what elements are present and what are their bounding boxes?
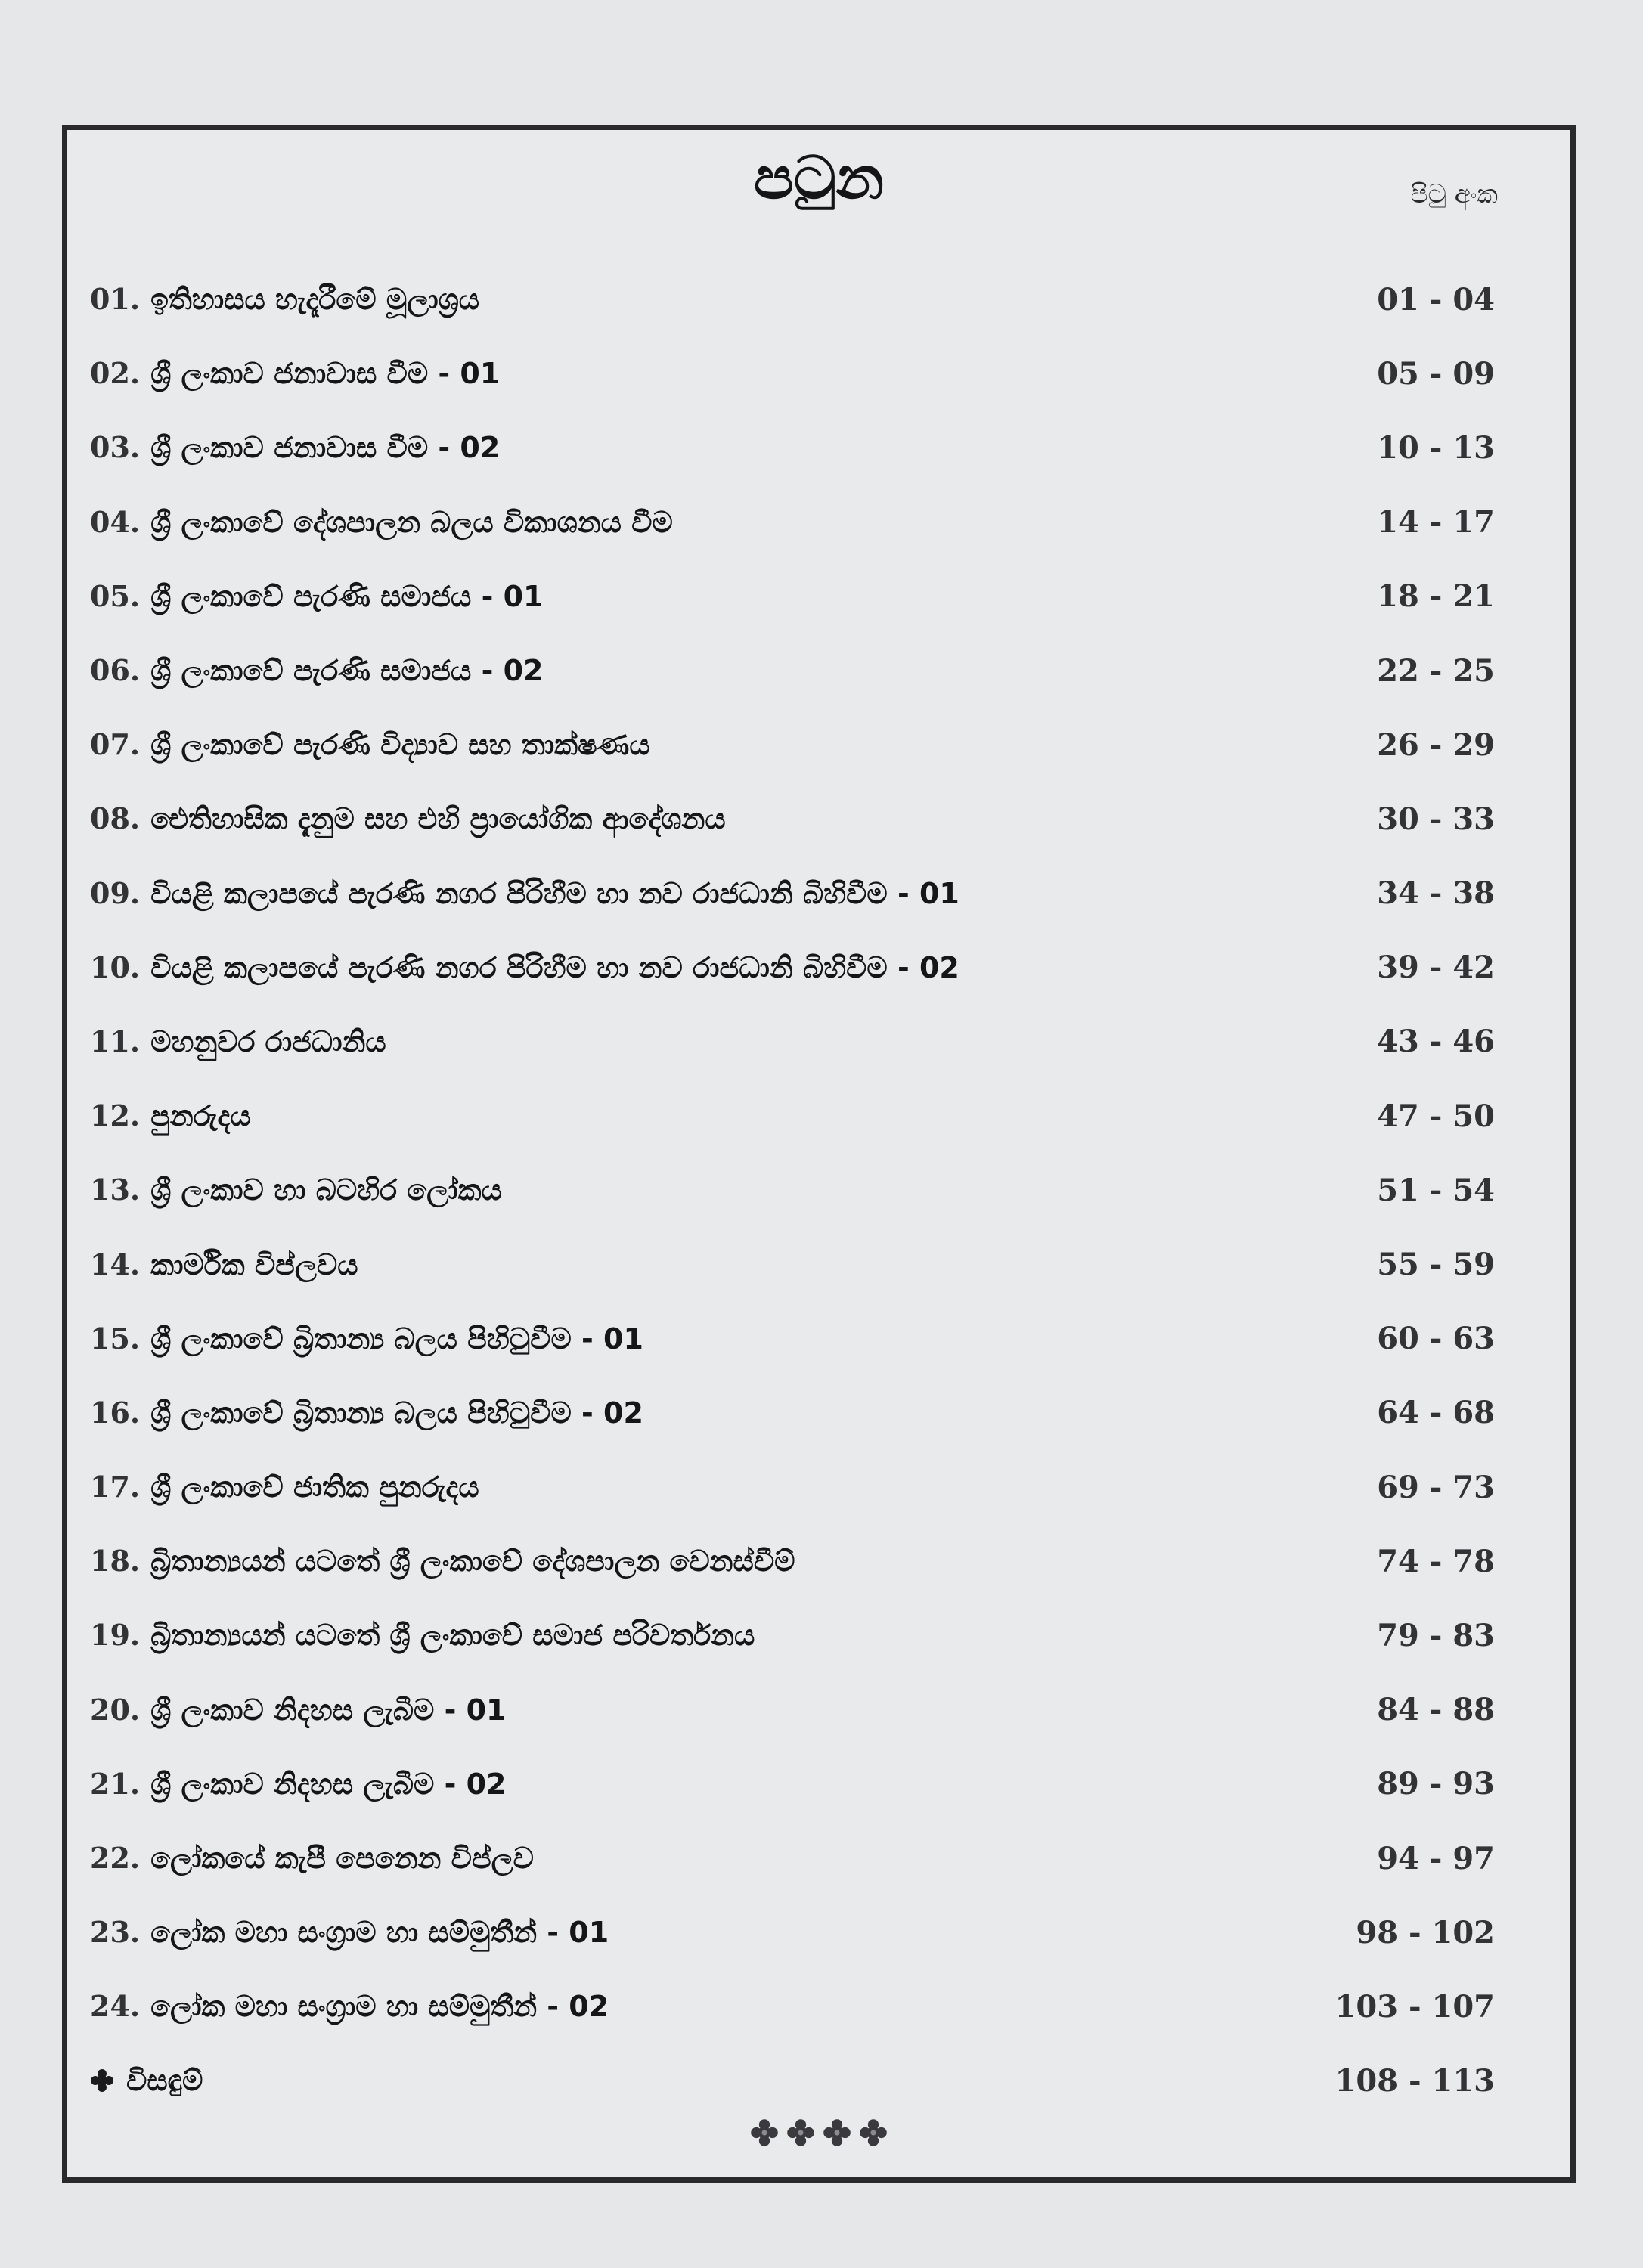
- toc-entry-pages: 69 - 73: [1377, 1469, 1495, 1505]
- toc-entry-title: ශ්‍රී ලංකාව හා බටහිර ලෝකය: [150, 1173, 502, 1207]
- toc-entry-number: 22.: [90, 1841, 141, 1876]
- footer-ornament: [67, 2118, 1570, 2147]
- toc-entry-number: 02.: [90, 356, 141, 391]
- toc-entry-title: ලෝක මහා සංග්‍රාම හා සම්මුතීන් - 01: [150, 1916, 609, 1950]
- flower-ornament-icon: [859, 2118, 888, 2147]
- toc-entry: [90, 1302, 1495, 1376]
- toc-entry-title: බ්‍රිතාන්‍යයන් යටතේ ශ්‍රී ලංකාවේ සමාජ පරිවර්තනය: [150, 1619, 755, 1653]
- toc-entry-title: පුනරුදය: [150, 1099, 251, 1133]
- toc-entry-pages: 26 - 29: [1377, 727, 1495, 763]
- toc-entry: [90, 1376, 1495, 1450]
- toc-entry-pages: 94 - 97: [1377, 1840, 1495, 1876]
- toc-entry-number: 21.: [90, 1766, 141, 1801]
- toc-entry: [90, 1450, 1495, 1524]
- toc-entry-pages: 18 - 21: [1377, 578, 1495, 615]
- toc-entry-number: 15.: [90, 1321, 141, 1356]
- toc-entry-pages: 79 - 83: [1377, 1617, 1495, 1653]
- toc-entry-pages: 74 - 78: [1377, 1543, 1495, 1579]
- toc-entry-title: විසඳුම්: [126, 2064, 203, 2098]
- toc-entry: [90, 1005, 1495, 1079]
- toc-entry-title: මහනුවර රාජධානිය: [150, 1024, 386, 1058]
- toc-entry: [90, 634, 1495, 708]
- toc-entry-title: වියළි කලාපයේ පැරණි නගර පිරිහීම හා නව රාජධානි බිහිවීම - 01: [150, 876, 959, 910]
- toc-entry-title: ශ්‍රී ලංකාව නිදහස ලැබීම - 01: [150, 1693, 507, 1727]
- flower-ornament-icon: [750, 2118, 779, 2147]
- toc-entry-pages: 39 - 42: [1377, 950, 1495, 986]
- toc-entry: [90, 1969, 1495, 2043]
- toc-entry-pages: 10 - 13: [1377, 429, 1495, 466]
- toc-entry: [90, 485, 1495, 559]
- toc-entry-number: 17.: [90, 1470, 141, 1504]
- toc-entry-pages: 103 - 107: [1335, 1988, 1495, 2025]
- toc-entry-pages: 34 - 38: [1377, 875, 1495, 912]
- page-number-column-header: පිටු අංක: [1410, 179, 1498, 209]
- toc-entry-pages: 89 - 93: [1377, 1766, 1495, 1802]
- toc-entry-pages: 108 - 113: [1335, 2063, 1495, 2099]
- toc-entry-number: 03.: [90, 430, 141, 465]
- toc-entry: [90, 1673, 1495, 1747]
- toc-entry: [90, 1524, 1495, 1598]
- toc-entry-pages: 60 - 63: [1377, 1321, 1495, 1357]
- toc-entry-title: ශ්‍රී ලංකාව නිදහස ලැබීම - 02: [150, 1767, 507, 1801]
- toc-entry-title: ලෝක මහා සංග්‍රාම හා සම්මුතීන් - 02: [150, 1990, 609, 2024]
- toc-entry-number: 06.: [90, 653, 141, 688]
- toc-entry-title: බ්‍රිතාන්‍යයන් යටතේ ශ්‍රී ලංකාවේ දේශපාලන වෙනස්වීම්: [150, 1545, 795, 1579]
- toc-entry-number: 11.: [90, 1024, 141, 1058]
- toc-entry: [90, 931, 1495, 1005]
- toc-entry-title: ඉතිහාසය හැදෑරීමේ මූලාශ්‍රය: [150, 283, 480, 317]
- toc-entry-number: 10.: [90, 950, 141, 984]
- toc-entry-pages: 01 - 04: [1377, 281, 1495, 318]
- toc-entry: [90, 1821, 1495, 1895]
- toc-entry-title: ශ්‍රී ලංකාව ජනාවාස වීම - 01: [150, 357, 501, 391]
- toc-entry-title: ශ්‍රී ලංකාවේ බ්‍රිතාන්‍ය බලය පිහිටුවීම - 01: [150, 1321, 643, 1356]
- toc-entry-title: ශ්‍රී ලංකාව ජනාවාස වීම - 02: [150, 431, 501, 465]
- toc-list: [90, 262, 1495, 2118]
- toc-entry: [90, 1747, 1495, 1821]
- toc-entry: [90, 336, 1495, 411]
- toc-entry-title: කාර්මික විප්ලවය: [150, 1247, 358, 1281]
- toc-entry-number: 07.: [90, 727, 141, 762]
- toc-entry-number: 20.: [90, 1692, 141, 1727]
- toc-entry: [90, 857, 1495, 931]
- toc-entry-pages: 84 - 88: [1377, 1692, 1495, 1728]
- toc-entry-pages: 64 - 68: [1377, 1395, 1495, 1431]
- toc-entry-pages: 30 - 33: [1377, 801, 1495, 837]
- toc-entry-title: වියළි කලාපයේ පැරණි නගර පිරිහීම හා නව රාජධානි බිහිවීම - 02: [150, 950, 959, 984]
- toc-entry: [90, 1598, 1495, 1672]
- toc-entry: [90, 1153, 1495, 1227]
- toc-entry-number: 12.: [90, 1098, 141, 1133]
- toc-entry-number: 01.: [90, 282, 141, 317]
- toc-entry-number: 09.: [90, 875, 141, 910]
- toc-entry-title: ශ්‍රී ලංකාවේ පැරණි සමාජය - 01: [150, 579, 544, 613]
- toc-entry-pages: 51 - 54: [1377, 1172, 1495, 1208]
- toc-entry-title: ශ්‍රී ලංකාවේ බ්‍රිතාන්‍ය බලය පිහිටුවීම - 02: [150, 1396, 643, 1430]
- toc-entry: [90, 1227, 1495, 1301]
- toc-entry: [90, 262, 1495, 336]
- toc-entry-number: 05.: [90, 578, 141, 613]
- toc-entry-number: 04.: [90, 504, 141, 539]
- toc-entry: [90, 1079, 1495, 1153]
- toc-entry-pages: 47 - 50: [1377, 1098, 1495, 1134]
- page-title: පටුන: [753, 144, 885, 212]
- toc-entry-title: ශ්‍රී ලංකාවේ පැරණි විද්‍යාව සහ තාක්ෂණය: [150, 728, 650, 762]
- toc-entry-pages: 14 - 17: [1377, 504, 1495, 541]
- toc-entry-title: ශ්‍රී ලංකාවේ දේශපාලන බලය විකාශනය වීම: [150, 505, 673, 539]
- toc-entry: [90, 411, 1495, 485]
- toc-entry-number: 23.: [90, 1915, 141, 1950]
- toc-entry-number: 14.: [90, 1247, 141, 1281]
- toc-entry-answers: [90, 2044, 1495, 2118]
- toc-entry-number: 24.: [90, 1989, 141, 2024]
- toc-entry-title: ඓතිහාසික දැනුම සහ එහි ප්‍රායෝගික ආදේශනය: [150, 802, 726, 836]
- flower-ornament-icon: [823, 2118, 851, 2147]
- toc-entry-pages: 05 - 09: [1377, 355, 1495, 392]
- toc-entry-number: 19.: [90, 1618, 141, 1653]
- toc-entry-pages: 98 - 102: [1356, 1914, 1495, 1950]
- toc-entry-title: ලෝකයේ කැපී පෙනෙන විප්ලව: [150, 1842, 534, 1876]
- flower-bullet-icon: [90, 2068, 114, 2093]
- toc-entry: [90, 782, 1495, 856]
- toc-entry: [90, 708, 1495, 782]
- toc-entry-pages: 43 - 46: [1377, 1024, 1495, 1060]
- toc-entry-number: 08.: [90, 801, 141, 836]
- toc-entry-number: 13.: [90, 1173, 141, 1207]
- toc-entry-number: 18.: [90, 1544, 141, 1579]
- toc-entry-number: 16.: [90, 1395, 141, 1430]
- toc-entry-title: ශ්‍රී ලංකාවේ පැරණි සමාජය - 02: [150, 654, 544, 688]
- toc-entry-title: ශ්‍රී ලංකාවේ ජාතික පුනරුදය: [150, 1470, 479, 1504]
- toc-entry: [90, 559, 1495, 634]
- toc-entry: [90, 1895, 1495, 1969]
- toc-page: [62, 125, 1576, 2183]
- flower-ornament-icon: [786, 2118, 815, 2147]
- toc-entry-pages: 22 - 25: [1377, 652, 1495, 689]
- toc-entry-pages: 55 - 59: [1377, 1247, 1495, 1283]
